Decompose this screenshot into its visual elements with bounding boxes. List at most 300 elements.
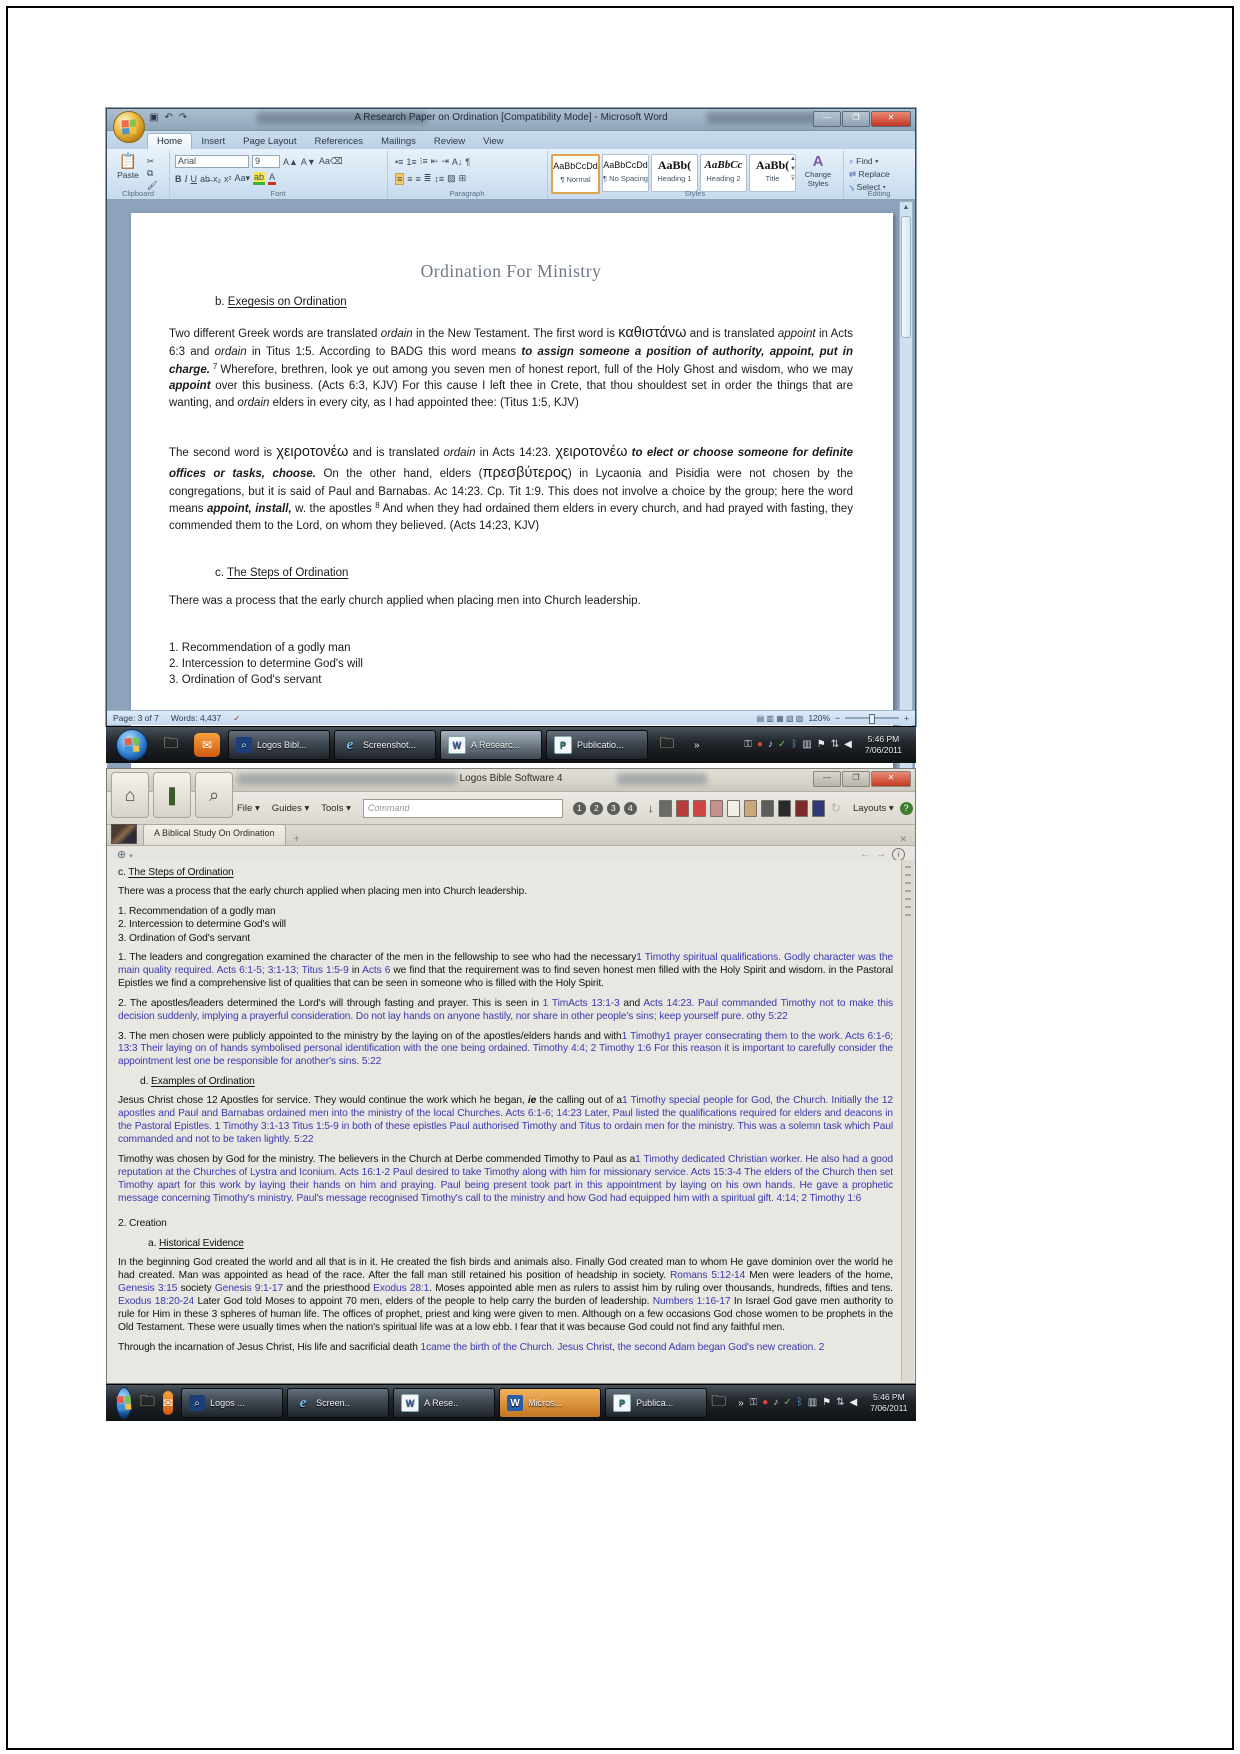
restore-button[interactable]: ❐ [842,771,870,787]
text-run: And when they had ordained them elders in every church, and had prayed with fasting, they commended them to the Lord, on whom they believed. (Acts 14:23, KJV) [169,503,854,533]
taskbar-button-screen[interactable] [287,1388,389,1418]
font-group [169,151,388,199]
text-run: 1. The leaders and congregation examined the character of the men in the fellowship to see who had the necessary [118,952,637,964]
bible-ref-link[interactable]: Romans 5:12-14 [670,1270,746,1282]
text-run: χειροτονέω [276,443,349,460]
clock-time: 5:46 PM [867,734,900,744]
word-document-body [169,259,853,688]
ribbon-tab-view[interactable]: View [483,136,504,147]
paste-button[interactable]: 📋 Paste [113,154,143,190]
logos-scrollbar[interactable] [901,860,914,1382]
select-button[interactable]: ⭸ Select ▾ [849,182,886,192]
align-left-icon[interactable]: ≡ [397,173,403,184]
audio-icon[interactable]: ♪ [773,1397,779,1408]
borders-icon[interactable]: ⊞ [458,173,467,183]
text-run: w. the apostles [291,503,376,516]
bluetooth-icon[interactable]: ᛒ [791,739,798,750]
page-indicator[interactable]: Page: 3 of 7 [113,713,159,723]
bible-ref-link[interactable]: Genesis 3:15 [118,1283,178,1295]
start-button[interactable] [116,729,148,761]
text-run: There was a process that the early church applied when placing men into Church leadership. [118,885,527,897]
ribbon-tab-page-layout[interactable]: Page Layout [243,136,297,147]
content-list-item: 1. Recommendation of a godly man [118,905,276,917]
logos-document-content [108,860,901,1382]
ribbon-tab-home[interactable]: Home [147,133,192,149]
taskbar-button-label: Publicatio... [577,740,624,750]
increase-indent-icon[interactable]: ⇥ [441,156,449,166]
bible-ref-link[interactable]: 1 Timothy dedicated Christian worker. He also had a good reputation at the Churches of Lystra and Iconium. Acts 16:1-2 Paul desired to take Timothy along with him for missionary service. Acts 15:3-4 The elders of the Church then set Timothy apart for this work by laying their hands on him and praying. Paul being present took part in this appointment by laying on his own hands. He gave a prophetic message concerning Timothy's ministry. Paul's message recognised Timothy's call to the ministry and how God had equipped him with a spiritual gift. 4:14; 2 Timothy 1:6 [118,1153,893,1204]
style-card-heading1[interactable] [651,154,698,192]
start-button[interactable] [116,1387,132,1419]
close-button[interactable]: ✕ [871,771,911,787]
clock-date: 7/06/2011 [864,745,902,755]
heading-prefix: b. [215,296,228,309]
bold-button[interactable]: B [175,173,182,184]
document-thumbnail[interactable] [111,824,137,844]
action-center-flag-icon[interactable]: ⚑ [822,1397,832,1408]
new-tab-icon[interactable]: + [293,834,300,845]
mail-icon[interactable]: ✉ [194,733,220,757]
menu-file[interactable]: File ▾ [237,802,260,814]
undo-icon[interactable]: ↶ [164,112,173,123]
bluetooth-icon[interactable]: ᛒ [796,1397,803,1408]
shrink-font-icon[interactable]: A▼ [300,156,316,167]
volume-icon[interactable]: ◀ [849,1397,858,1408]
align-center-icon[interactable]: ≡ [407,173,413,184]
text-run: καθιστάνω [618,325,687,342]
sync-icon[interactable]: ↻ [830,801,841,815]
text-run: ordain [443,446,476,459]
underline-button[interactable]: U [190,173,197,184]
style-preview: AaBbCcDd [553,161,598,171]
zoom-slider[interactable] [845,717,899,719]
text-run: in Acts 6:3 and [169,328,853,359]
heading-prefix: c. [215,566,227,579]
text-run: ie [527,1095,537,1107]
heading-text: Historical Evidence [159,1238,244,1250]
numbered-shortcut-icon-4[interactable]: 4 [624,802,637,815]
taskbar-button-label: Logos ... [210,1398,245,1408]
styles-scroll[interactable]: ▲ ▼ ⊽ [790,156,796,182]
subscript-button[interactable]: x₂ [213,173,222,184]
numbering-icon[interactable]: 1≡ [406,156,417,167]
view-mode-icon-2[interactable]: ▦ [776,714,786,723]
text-run: and is translated [686,328,778,341]
taskbar-upper [106,726,916,763]
resource-book-icon-7[interactable] [778,800,791,817]
audio-icon[interactable]: ♪ [767,739,773,750]
text-run: appoint [777,328,816,341]
update-icon[interactable]: ✓ [783,1397,792,1408]
taskbar-button-label: Logos Bibl... [257,740,307,750]
menu-guides[interactable]: Guides ▾ [271,802,310,814]
word-titlebar[interactable] [107,109,915,131]
numbered-shortcut-icon-2[interactable]: 2 [590,802,603,815]
system-tray [744,734,916,756]
resource-book-icon-8[interactable] [795,800,808,817]
text-run: χειροτονέω [555,443,628,460]
replace-icon: ⇄ [849,169,859,179]
sort-icon[interactable]: A↓ [451,156,463,167]
font-size-combobox[interactable]: 9 [252,155,280,168]
heading-prefix: c. [118,867,129,878]
resource-book-icon-1[interactable] [676,800,689,817]
text-run: ) in Lycaonia and Pisidia were not chosen by the congregations, but it is said of Paul and Barnabas. Ac 14:23. Cp. Tit 1:9. This does not involve a choice by the group; here the word means [169,467,853,516]
ribbon-tab-insert[interactable]: Insert [201,136,226,147]
maximize-button[interactable]: ❐ [842,111,870,127]
resource-book-icon-9[interactable] [812,800,825,817]
shortcut-number-icons [573,802,637,815]
text-run: Later God told Moses to appoint 70 men, elders of the people to help carry the burden of leadership. [194,1295,653,1307]
home-button[interactable] [111,772,149,818]
window-title: Logos Bible Software 4 [459,773,563,784]
document-list [169,640,853,688]
network-icon[interactable]: ⇅ [830,739,840,750]
update-icon[interactable]: ✓ [777,739,787,750]
ribbon-tab-references[interactable]: References [314,136,364,147]
shading-icon[interactable]: ▨ [447,173,456,183]
display-icon[interactable]: ▥ [807,1397,818,1408]
text-run: to assign someone a position of authority, appoint, put in charge. [169,346,853,376]
office-logo-icon [122,120,137,135]
bullets-icon[interactable]: •≡ [395,156,404,167]
taskbar-button-micros[interactable] [499,1388,601,1418]
style-label: Heading 1 [657,174,692,183]
numbered-shortcut-icon-1[interactable]: 1 [573,802,586,815]
bible-ref-link[interactable]: Exodus 28:1 [373,1283,430,1295]
find-icon: ⌕ [849,156,857,166]
text-run: and [619,997,644,1009]
style-card-normal[interactable] [551,154,600,194]
view-mode-buttons[interactable] [757,713,804,723]
clear-formatting-icon[interactable]: Aa⌫ [318,156,343,166]
spellcheck-icon[interactable]: ✓ [233,712,241,723]
list-item: 3. Ordination of God's servant [169,674,322,687]
info-icon[interactable]: i [892,848,905,861]
bible-ref-link[interactable]: 1 Timothy1 prayer consecrating them to the work. Acts 6:1-6; 13:3 Their laying on of hands symbolised personal identification with the one being ordained. Timothy 4:4; 2 Timothy 1:6 For this reason it is important to carefully consider the appointment lest one be responsible for another's sins. 5:22 [118,1030,893,1068]
taskbar-button-arese[interactable] [393,1388,495,1418]
taskbar-button-label: Micros... [528,1398,563,1408]
document-heading [215,565,853,582]
bible-ref-link[interactable]: Numbers 1:16-17 [652,1295,731,1307]
style-label: ¶ Normal [560,175,591,184]
heading-prefix: d. [140,1076,152,1088]
text-run: There was a process that the early church applied when placing men into Church leadership. [169,595,641,608]
download-arrow-icon[interactable]: ↓ [647,801,654,815]
content-heading [148,1238,893,1251]
taskbar-lower [106,1384,916,1421]
heading-text: The Steps of Ordination [226,566,349,579]
bible-ref-link[interactable]: Acts 6 [362,964,391,976]
find-button[interactable]: ⌕ Find ▾ [849,156,879,166]
strikethrough-button[interactable]: ab̶ [200,173,211,184]
globe-menu-icon[interactable]: ⊕ ▾ [117,848,133,861]
cut-icon[interactable]: ✂ [147,156,155,166]
superscript-button[interactable]: x² [224,173,232,184]
text-run: 7 [209,361,221,371]
text-run: In the beginning God created the world and all that is in it. He created the fish birds and animals also. Finally God created man to whom He gave dominion over the world he had created. Man was appointed as head of the race. After the fall man still retained his position of headship in society. [118,1257,893,1282]
text-run: In Israel God gave men authority to rule for Him in these 3 spheres of human life. The offices of prophet, priest and king were given to men. Although on a few occasions God chose women to be prophets in the Old Testament. These were usually times when the nation's spiritual life was at a low ebb. I fear that it was because God could not find any faithful men. [118,1295,894,1333]
windows-logo-icon [117,1396,132,1411]
ribbon [107,149,915,201]
paragraph-group [387,151,548,199]
content-paragraph [118,1095,893,1147]
view-mode-icon-3[interactable]: ▧ [785,714,796,723]
tray-folder-icon[interactable]: 🗀 [659,734,675,752]
text-run: ordain [214,346,247,359]
content-paragraph [118,1218,893,1231]
text-run: 2. The apostles/leaders determined the Lord's will through fasting and prayer. This is seen in [118,997,543,1009]
text-run: . Moses appointed able men as rulers to assist him by ruling over thousands, hundreds, fifties and tens. [429,1283,893,1295]
scroll-tick [905,914,911,916]
zoom-in-icon[interactable]: + [904,713,909,723]
numbered-shortcut-icon-3[interactable]: 3 [607,802,620,815]
logos-icon: ⌕ [189,1395,205,1411]
bible-ref-link[interactable]: Exodus 18:20-24 [118,1295,195,1307]
style-gallery [551,154,796,194]
text-run: the calling out of a [536,1095,622,1107]
zoom-level[interactable]: 120% [808,713,831,723]
document-paragraph [169,323,853,412]
justify-icon[interactable]: ≣ [423,173,432,183]
network-icon[interactable]: ⇅ [836,1397,845,1408]
content-paragraph [118,1257,893,1334]
logos-icon: ⌕ [236,737,252,753]
taskbar-button-publicatio[interactable] [546,730,648,760]
clock-date: 7/06/2011 [870,1403,908,1413]
taskbar-button-publica[interactable] [605,1388,707,1418]
tab-row-close-icon[interactable]: ✕ [899,834,907,844]
taskbar-clock[interactable] [857,734,910,756]
taskbar-clock[interactable] [862,1392,915,1414]
paste-icon: 📋 [118,153,138,170]
change-styles-button[interactable]: A Change Styles [801,154,835,188]
minimize-button[interactable]: — [813,111,841,127]
font-name-combobox[interactable]: Arial [175,155,249,168]
security-icon[interactable]: ● [756,739,763,750]
logos-main-buttons [111,772,233,818]
scroll-tick [905,882,911,884]
select-icon: ⭸ [849,182,857,192]
heading-text: The Steps of Ordination [128,867,234,878]
heading-text: Examples of Ordination [151,1076,255,1088]
resource-book-icon-0[interactable] [659,800,672,817]
search-button[interactable] [195,772,233,818]
pub-icon: P [554,736,572,754]
display-icon[interactable]: ▥ [802,739,812,750]
close-button[interactable]: ✕ [871,111,911,127]
ribbon-tab-bar [107,131,915,149]
font-color-button[interactable]: A [268,172,276,185]
clock-time: 5:46 PM [873,1392,905,1402]
style-preview: AaBb( [755,158,790,172]
ribbon-tab-mailings[interactable]: Mailings [381,136,416,147]
decrease-indent-icon[interactable]: ⇤ [430,156,439,166]
scroll-tick [905,890,911,892]
show-paragraph-marks-icon[interactable]: ¶ [465,156,471,167]
search-icon: ⌕ [208,784,220,805]
device-icon[interactable]: ⚿ [744,739,752,750]
caption-buttons [813,111,911,127]
italic-button[interactable]: I [184,173,188,184]
taskbar-button-aresearc[interactable] [440,730,542,760]
scroll-tick [905,866,911,868]
style-card-nospacing[interactable] [602,154,649,192]
ie-icon: e [346,736,354,753]
text-run: Two different Greek words are translated [169,328,381,341]
format-painter-icon[interactable]: 🖌 [147,180,158,190]
scroll-tick [905,874,911,876]
resource-book-icon-5[interactable] [744,800,757,817]
group-label-paragraph: Paragraph [449,189,485,198]
content-paragraph [118,952,893,991]
resource-book-icon-6[interactable] [761,800,774,817]
device-icon[interactable]: ⚿ [749,1397,758,1408]
content-list-item: 2. Intercession to determine God's will [118,919,286,931]
text-run: appoint [169,380,211,393]
content-paragraph [118,998,893,1024]
bible-ref-link[interactable]: Acts 14:23. Paul commanded Timothy not to make this decision suddenly, implying a prayerful consideration. Do not lay hands on anyone hastily, nor share in other people's sins; keep yourself pure. othy 5:22 [118,997,893,1022]
style-card-heading2[interactable] [700,154,747,192]
text-run: ordain [237,397,270,410]
layouts-button[interactable]: Layouts ▾ [852,802,894,814]
group-label-editing: Editing [867,189,891,198]
text-run: Through the incarnation of Jesus Christ, His life and sacrificial death [118,1341,421,1353]
heading-text: Exegesis on Ordination [227,296,347,309]
text-run: The second word is [169,446,277,459]
bible-ref-link[interactable]: 1 Timothy special people for God, the Church. Initially the 12 apostles and Paul and Barnabas ordained men into the ministry of the local Churches. Acts 6:1-6; 14:23 Later, Paul listed the qualifications required for elders and deacons in the Pastoral Epistles. 1 Timothy 3:1-13 Titus 1:5-9 in both of these epistles Paul authorised Timothy and Titus to ordain men for the ministry. This was a solemn task which Paul commanded and not to be taken lightly. 5:22 [118,1095,893,1145]
explorer-folder-icon[interactable]: 🗀 [163,734,179,752]
group-label-font: Font [270,189,286,198]
office-button[interactable] [113,111,145,143]
view-mode-icon-4[interactable]: ▨ [795,714,804,723]
view-mode-icon-1[interactable]: ▥ [766,714,777,723]
document-paragraph [169,593,853,610]
taskbar-button-screenshot[interactable] [334,730,436,760]
word-window [106,108,916,726]
content-heading [118,867,893,880]
text-run: we find that the requirement was to find seven honest men filled with the Holy Spirit and wisdom. in the Pastoral Epistles we find a comprehensive list of qualities that can be seen in someone who is filled with the Holy Spirit. [118,964,893,989]
security-icon[interactable]: ● [762,1397,769,1408]
resource-book-icon-3[interactable] [710,800,723,817]
text-run: Men were leaders of the home, [745,1270,894,1282]
text-run: Wherefore, brethren, look ye out among you seven men of honest report, full of the Holy Ghost and wisdom, who we may [220,363,853,376]
clipboard-group [107,151,170,199]
pub-icon: P [613,1394,631,1412]
view-mode-icon-0[interactable]: ▤ [756,714,767,723]
scroll-thumb[interactable] [901,216,911,338]
tray-folder-icon[interactable]: 🗀 [711,1392,727,1410]
styles-group [547,151,844,199]
scroll-tick [905,898,911,900]
content-heading [140,1076,893,1089]
more-icons-chevron[interactable]: » [694,739,700,751]
content-list-item: 3. Ordination of God's servant [118,932,251,944]
taskbar-button-logos[interactable] [181,1388,283,1418]
bible-ref-link[interactable]: 1 Timothy spiritual qualifications. Godly character was the main quality required. Acts 6:1-5; 3:1-13; Titus 1:5-9 [118,952,893,976]
style-preview: AaBbCc [704,159,743,171]
list-item: 1. Recommendation of a godly man [169,642,351,655]
taskbar-button-label: Screen.. [316,1398,350,1408]
resource-book-icon-4[interactable] [727,800,740,817]
scroll-up-icon[interactable]: ▲ [902,204,910,211]
forward-icon[interactable]: → [876,848,886,860]
logos-tab-bar [107,825,915,846]
zoom-out-icon[interactable]: − [835,713,841,723]
back-icon[interactable]: ← [860,848,870,860]
text-run: and the priesthood [283,1283,374,1295]
highlight-color-button[interactable]: ab [253,172,265,185]
line-spacing-icon[interactable]: ↕≡ [434,173,445,184]
minimize-button[interactable]: — [813,771,841,787]
caption-buttons [813,771,911,787]
text-run: to elect or choose someone for definite offices or tasks, choose. [169,446,853,480]
text-run: ordain [380,328,413,341]
resource-book-icon-2[interactable] [693,800,706,817]
action-center-flag-icon[interactable]: ⚑ [816,739,826,750]
explorer-folder-icon[interactable]: 🗀 [140,1392,156,1410]
more-icons-chevron[interactable]: » [738,1397,744,1409]
grow-font-icon[interactable]: A▲ [283,156,298,167]
taskbar-button-logosbibl[interactable] [228,730,330,760]
multilevel-list-icon[interactable]: ⁝≡ [419,156,428,166]
text-run: appoint, install, [207,503,292,516]
tab-biblical-study[interactable]: A Biblical Study On Ordination [143,824,286,845]
text-run: Timothy was chosen by God for the ministry. The believers in the Church at Derbe commended Timothy to Paul as a [118,1153,636,1165]
replace-button[interactable]: ⇄ Replace [849,169,890,179]
logos-window [106,768,916,1384]
home-icon: ⌂ [124,784,136,805]
bible-ref-link[interactable]: Genesis 9:1-17 [214,1283,284,1295]
text-run: over this business. (Acts 6:3, KJV) For this cause I left thee in Crete, that thou shouldest set in order the things that are wanting, and [169,380,853,410]
system-tray [750,1392,922,1414]
style-label: ¶ No Spacing [603,174,648,183]
menu-tools[interactable]: Tools ▾ [321,802,351,814]
style-preview: AaBb( [657,158,692,172]
change-styles-icon: A [812,153,824,170]
change-case-button[interactable]: Aa▾ [234,173,251,183]
content-paragraph [118,1031,893,1070]
document-title: Ordination For Ministry [420,261,602,281]
text-run: in [348,964,363,976]
redo-icon[interactable]: ↷ [178,112,188,123]
ribbon-tab-review[interactable]: Review [433,136,466,147]
cut-copy-painter [147,155,158,191]
command-input[interactable]: Command [363,799,563,818]
bible-ref-link[interactable]: 1came the birth of the Church. Jesus Christ, the second Adam began God's new creation. 2 [420,1341,825,1353]
text-run: 2. Creation [118,1218,167,1230]
heading-prefix: a. [148,1238,160,1250]
text-run: 3. The men chosen were publicly appointed to the ministry by the laying on of the apostles/elders hands and with [118,1030,622,1042]
copy-icon[interactable]: ⧉ [147,168,154,178]
bible-ref-link[interactable]: 1 TimActs 13:1-3 [542,997,620,1009]
word-count[interactable]: Words: 4,437 [170,713,222,723]
text-run: elders in every city, as I had appointed thee: (Titus 1:5, KJV) [269,397,579,410]
windows-logo-icon [125,738,140,753]
help-icon[interactable]: ? [900,802,913,815]
mail-icon[interactable]: ✉ [163,1391,173,1415]
volume-icon[interactable]: ◀ [844,739,852,750]
ie-icon: e [299,1394,307,1411]
taskbar-button-label: A Researc... [471,740,521,750]
library-button[interactable] [153,772,191,818]
style-preview: AaBbCcDd [603,160,648,170]
style-label: Title [765,174,780,183]
worddoc-icon: W [401,1394,419,1412]
resource-shortcut-icons [659,800,825,817]
save-icon[interactable]: ▣ [149,112,159,123]
align-right-icon[interactable]: ≡ [415,173,421,184]
